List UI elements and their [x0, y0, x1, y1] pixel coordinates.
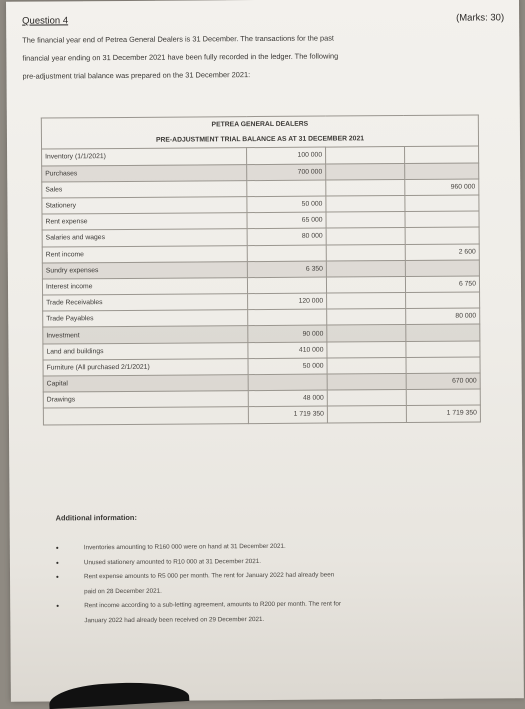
account-name: Capital	[43, 375, 248, 393]
list-item-text: Rent income according to a sub-letting agreement, amounts to R200 per month. The rent for	[84, 600, 342, 610]
question-header	[22, 12, 504, 26]
intro-line: pre-adjustment trial balance was prepared on the 31 December 2021:	[22, 70, 251, 81]
table-cell	[326, 260, 405, 277]
total-credit: 1 719 350	[406, 405, 480, 422]
table-cell	[326, 147, 405, 164]
debit-amount: 80 000	[247, 228, 326, 245]
table-cell	[326, 163, 405, 180]
intro-line: The financial year end of Petrea General Dealers is 31 December. The transactions for the past	[22, 33, 334, 45]
question-title: Question 4	[22, 15, 69, 27]
account-name: Stationery	[42, 197, 247, 215]
credit-amount	[404, 163, 478, 180]
credit-amount	[404, 146, 478, 163]
account-name: Land and buildings	[43, 342, 248, 360]
credit-amount: 960 000	[404, 179, 478, 196]
table-cell	[326, 195, 405, 212]
table-cell	[327, 390, 406, 407]
account-name: Purchases	[42, 164, 247, 182]
table-cell	[327, 406, 406, 423]
account-name: Interest income	[42, 277, 247, 295]
bullet-icon: •	[55, 572, 59, 582]
debit-amount: 120 000	[248, 293, 327, 310]
account-name: Inventory (1/1/2021)	[42, 148, 247, 166]
table-cell	[326, 244, 405, 261]
question-marks: (Marks: 30)	[456, 12, 505, 24]
trial-balance-table	[41, 114, 481, 425]
table-cell	[327, 325, 406, 342]
debit-amount: 700 000	[247, 164, 326, 181]
credit-amount	[406, 357, 480, 374]
account-name: Salaries and wages	[42, 229, 247, 247]
debit-amount: 90 000	[248, 325, 327, 342]
question-paper	[6, 0, 524, 702]
list-item-text: Rent expense amounts to R5 000 per month. The rent for January 2022 had already been	[83, 571, 335, 581]
account-name: Trade Payables	[43, 310, 248, 328]
table-cell	[326, 179, 405, 196]
table-cell	[327, 374, 406, 391]
credit-amount	[405, 211, 479, 228]
debit-amount: 100 000	[247, 147, 326, 164]
debit-amount	[248, 374, 327, 391]
list-item-text: paid on 28 December 2021.	[84, 587, 162, 595]
account-name: Trade Receivables	[43, 294, 248, 312]
debit-amount	[247, 180, 326, 197]
account-name: Investment	[43, 326, 248, 344]
debit-amount	[248, 277, 327, 294]
account-name: Sales	[42, 180, 247, 198]
bullet-icon: •	[55, 557, 59, 567]
credit-amount	[405, 324, 479, 341]
question-intro	[22, 28, 492, 85]
debit-amount: 410 000	[248, 342, 327, 359]
debit-amount: 65 000	[247, 212, 326, 229]
account-name: Sundry expenses	[42, 261, 247, 279]
table-heading: PRE-ADJUSTMENT TRIAL BALANCE AS AT 31 DECEMBER 2021	[41, 131, 478, 150]
intro-line: financial year ending on 31 December 2021 have been fully recorded in the ledger. The following	[22, 51, 339, 63]
bullet-icon: •	[56, 601, 60, 611]
list-item-text: Inventories amounting to R160 000 were on hand at 31 December 2021.	[83, 542, 286, 552]
table-cell	[327, 357, 406, 374]
list-item	[56, 611, 486, 629]
credit-amount	[405, 260, 479, 277]
bullet-icon: •	[55, 543, 59, 553]
debit-amount	[248, 245, 327, 262]
table-cell	[327, 293, 406, 310]
credit-amount	[406, 341, 480, 358]
credit-amount	[405, 195, 479, 212]
debit-amount: 50 000	[248, 358, 327, 375]
debit-amount: 6 350	[248, 261, 327, 278]
debit-amount: 48 000	[249, 390, 328, 407]
table-cell	[326, 276, 405, 293]
account-name: Furniture (All purchased 2/1/2021)	[43, 358, 248, 376]
credit-amount: 80 000	[405, 308, 479, 325]
table-body	[42, 146, 481, 408]
additional-info-list	[56, 538, 487, 628]
list-item-text: Unused stationery amounted to R10 000 at 31 December 2021.	[83, 557, 262, 566]
account-name: Drawings	[43, 391, 248, 409]
credit-amount	[405, 227, 479, 244]
list-item-text: January 2022 had already been received on 29 December 2021.	[84, 615, 265, 624]
redaction-mark	[48, 679, 189, 709]
company-name: PETREA GENERAL DEALERS	[41, 115, 478, 134]
table-cell	[327, 341, 406, 358]
credit-amount: 6 750	[405, 276, 479, 293]
totals-row	[43, 405, 480, 424]
credit-amount	[405, 292, 479, 309]
account-name: Rent expense	[42, 213, 247, 231]
total-debit: 1 719 350	[249, 406, 328, 423]
table-cell	[327, 309, 406, 326]
credit-amount: 670 000	[406, 373, 480, 390]
table-cell	[43, 407, 248, 425]
credit-amount	[406, 389, 480, 406]
account-name: Rent income	[42, 245, 247, 263]
table-cell	[326, 228, 405, 245]
debit-amount	[248, 309, 327, 326]
table-cell	[326, 212, 405, 229]
credit-amount: 2 600	[405, 243, 479, 260]
debit-amount: 50 000	[247, 196, 326, 213]
additional-info-title: Additional information:	[55, 512, 137, 523]
